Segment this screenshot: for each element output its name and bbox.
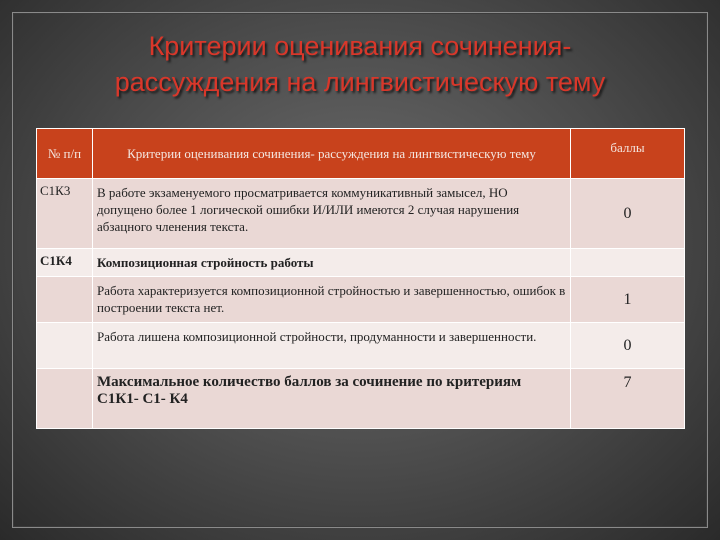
row-score: 7 xyxy=(571,369,685,429)
row-num xyxy=(37,323,93,369)
criteria-table xyxy=(36,128,685,429)
row-text: Работа характеризуется композиционной стройностью и завершенностью, ошибок в построении текста нет. xyxy=(93,277,571,323)
table-row xyxy=(37,323,685,369)
slide-title xyxy=(0,28,720,100)
row-text: В работе экзаменуемого просматривается коммуникативный замысел, НО допущено более 1 логической ошибки И/ИЛИ имеются 2 случая нарушения абзацного членения текста. xyxy=(93,179,571,249)
row-text: Работа лишена композиционной стройности, продуманности и завершенности. xyxy=(93,323,571,369)
header-num: № п/п xyxy=(37,129,93,179)
table-header-row xyxy=(37,129,685,179)
row-text: Максимальное количество баллов за сочинение по критериям С1К1- С1- К4 xyxy=(93,369,571,429)
row-score: 1 xyxy=(571,277,685,323)
table-row xyxy=(37,179,685,249)
row-score xyxy=(571,249,685,277)
header-criteria: Критерии оценивания сочинения- рассуждения на лингвистическую тему xyxy=(93,129,571,179)
row-num: С1К4 xyxy=(37,249,93,277)
row-num: С1К3 xyxy=(37,179,93,249)
row-text: Композиционная стройность работы xyxy=(93,249,571,277)
row-num xyxy=(37,277,93,323)
title-line-2: рассуждения на лингвистическую тему xyxy=(114,67,606,97)
row-num xyxy=(37,369,93,429)
header-score: баллы xyxy=(571,129,685,179)
table-row xyxy=(37,277,685,323)
table-row xyxy=(37,369,685,429)
table-row xyxy=(37,249,685,277)
title-line-1: Критерии оценивания сочинения- xyxy=(148,31,572,61)
row-score: 0 xyxy=(571,323,685,369)
row-score: 0 xyxy=(571,179,685,249)
